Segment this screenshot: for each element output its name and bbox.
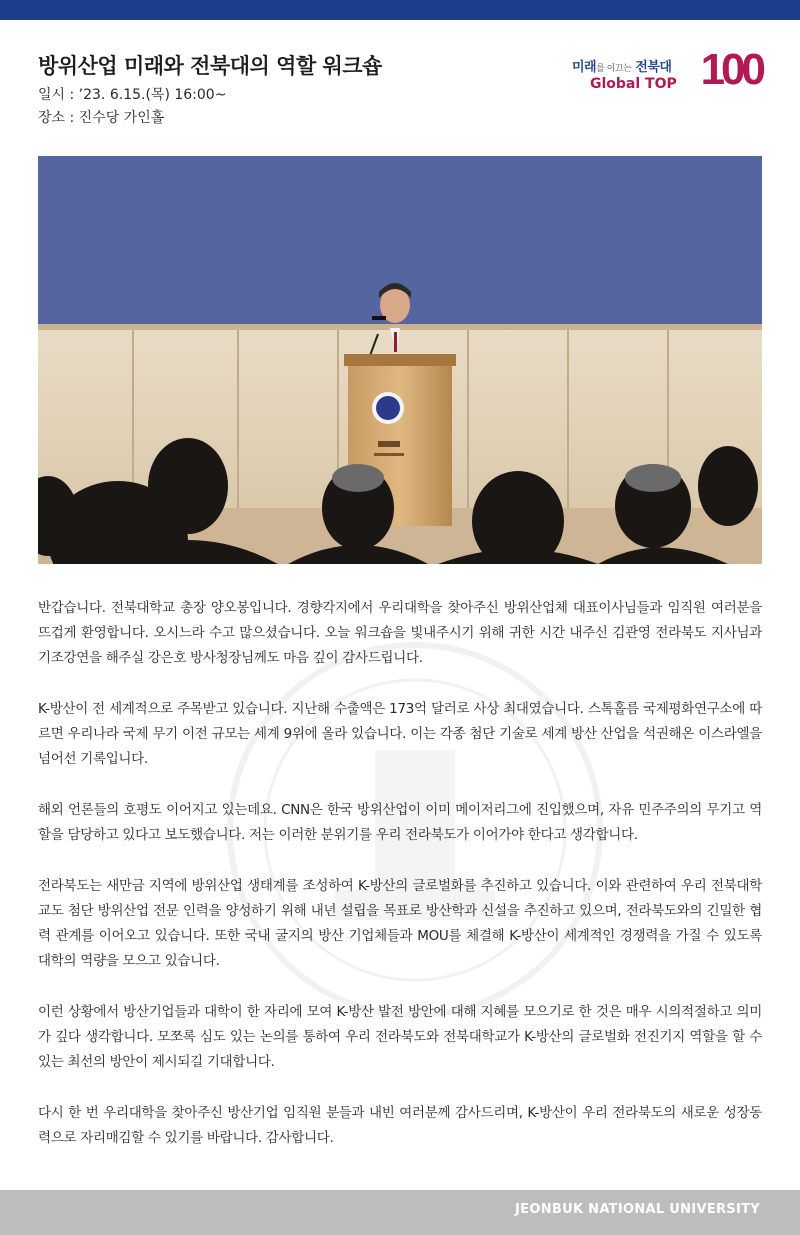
page-header (38, 45, 762, 130)
logo-slogan-end: 전북대 (635, 60, 672, 75)
logo-number: 100 (700, 45, 762, 94)
logo-slogan-main: 미래 (572, 60, 597, 75)
logo-slogan (572, 56, 671, 75)
speech-paragraph: 해외 언론들의 호평도 이어지고 있는데요. CNN은 한국 방위산업이 이미 메이저리그에 진입했으며, 자유 민주주의의 무기고 역할을 담당하고 있다고 보도했습니다. 저는 이러한 분위기를 우리 전라북도가 이어가야 한다고 생각합니다. (38, 802, 762, 843)
speech-paragraph: K-방산이 전 세계적으로 주목받고 있습니다. 지난해 수출액은 173억 달러로 사상 최대였습니다. 스톡홀름 국제평화연구소에 따르면 우리나라 국제 무기 이전 규모는 세계 9위에 올라 있습니다. 이는 각종 첨단 기술로 세계 방산 산업을 석권해온 이스라엘을 넘어선 기록입니다. (38, 701, 762, 767)
event-place: 장소 : 진수당 가인홀 (38, 110, 165, 126)
global-top-100-logo (562, 46, 762, 98)
top-accent-bar (0, 0, 800, 20)
event-date: 일시 : ’23. 6.15.(목) 16:00~ (38, 87, 227, 103)
page-footer (0, 1190, 800, 1235)
speech-paragraph: 다시 한 번 우리대학을 찾아주신 방산기업 임직원 분들과 내빈 여러분께 감사드리며, K-방산이 우리 전라북도의 새로운 성장동력으로 자리매김할 수 있기를 바랍니다. 감사합니다. (38, 1105, 762, 1146)
speech-body (38, 596, 762, 1177)
page-title: 방위산업 미래와 전북대의 역할 워크숍 (38, 54, 382, 78)
speech-paragraph: 이런 상황에서 방산기업들과 대학이 한 자리에 모여 K-방산 발전 방안에 대해 지혜를 모으기로 한 것은 매우 시의적절하고 의미가 깊다 생각합니다. 모쪼록 심도 있는 논의를 통하여 우리 전라북도와 전북대학교가 K-방산의 글로벌화 전진기지 역할을 할 수 있는 최선의 방안이 제시되길 기대합니다. (38, 1004, 762, 1070)
footer-org-name: JEONBUK NATIONAL UNIVERSITY (515, 1202, 760, 1217)
logo-global-text: Global TOP (590, 76, 677, 92)
logo-slogan-small: 를 이끄는 (596, 64, 632, 74)
event-photo (38, 156, 762, 564)
speech-paragraph: 전라북도는 새만금 지역에 방위산업 생태계를 조성하여 K-방산의 글로벌화를 추진하고 있습니다. 이와 관련하여 우리 전북대학교도 첨단 방위산업 전문 인력을 양성하기 위해 내년 설립을 목표로 방산학과 신설을 추진하고 있으며, 전라북도와의 긴밀한 협력 관계를 이어오고 있습니다. 또한 국내 굴지의 방산 기업체들과 MOU를 체결해 K-방산이 세계적인 경쟁력을 가질 수 있도록 대학의 역량을 모으고 있습니다. (38, 878, 762, 969)
speech-paragraph: 반갑습니다. 전북대학교 총장 양오봉입니다. 경향각지에서 우리대학을 찾아주신 방위산업체 대표이사님들과 임직원 여러분을 뜨겁게 환영합니다. 오시느라 수고 많으셨습니다. 오늘 워크숍을 빛내주시기 위해 귀한 시간 내주신 김관영 전라북도 지사님과 기조강연을 해주실 강은호 방사청장님께도 마음 깊이 감사드립니다. (38, 600, 762, 666)
